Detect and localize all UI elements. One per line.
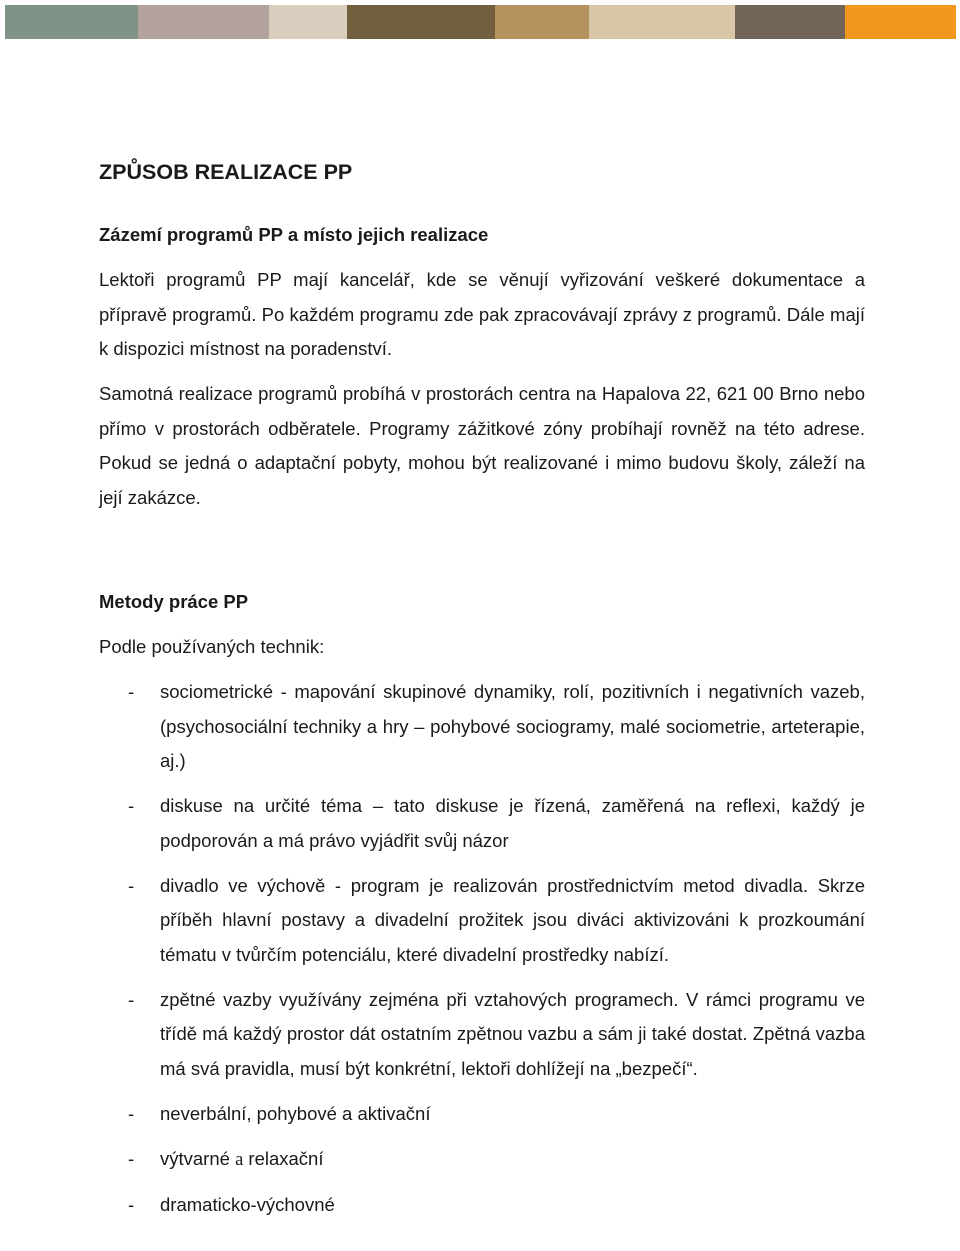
list-dash: -	[128, 795, 135, 816]
list-dash: -	[128, 1193, 135, 1215]
paragraph-location: Samotná realizace programů probíhá v prostorách centra na Hapalova 22, 621 00 Brno nebo přímo v prostorách odběratele. Programy zážitkové zóny probíhají rovněž na této adrese. Pokud se jedná o adaptační pobyty, mohou být realizované i mimo budovu školy, záleží na její zakázce.	[99, 383, 865, 508]
color-segment	[735, 5, 845, 39]
list-item	[99, 675, 865, 779]
list-item-text: neverbální, pohybové a aktivační	[160, 1102, 431, 1124]
list-item-text: sociometrické - mapování skupinové dynamiky, rolí, pozitivních i negativních vazeb, (psychosociální techniky a hry – pohybové sociogramy, malé sociometrie, arteterapie, aj.)	[160, 681, 865, 771]
list-dash: -	[128, 988, 135, 1010]
list-dash: -	[128, 1147, 135, 1169]
list-item-text-part: výtvarné	[160, 1147, 236, 1169]
list-item-text	[160, 1148, 324, 1169]
list-item	[99, 789, 865, 858]
list-item-text-part: relaxační	[243, 1147, 324, 1169]
list-item	[99, 1097, 865, 1132]
paragraph-offices: Lektoři programů PP mají kancelář, kde se věnují vyřizování veškeré dokumentace a přípravě programů. Po každém programu zde pak zpracovávají zprávy z programů. Dále mají k dispozici místnost na poradenství.	[99, 269, 865, 359]
list-item-text: diskuse na určité téma – tato diskuse je řízená, zaměřená na reflexi, každý je podporován a má právo vyjádřit svůj názor	[160, 795, 865, 851]
color-segment	[495, 5, 589, 39]
page-title: ZPŮSOB REALIZACE PP	[99, 160, 353, 184]
methods-list	[99, 675, 865, 1233]
color-segment	[347, 5, 495, 39]
section-heading-methods: Metody práce PP	[99, 591, 249, 612]
list-dash: -	[128, 1102, 135, 1124]
list-item-text: dramaticko-výchovné	[160, 1193, 335, 1215]
color-segment	[138, 5, 269, 39]
methods-intro: Podle používaných technik:	[99, 636, 325, 657]
color-segment	[5, 5, 138, 39]
list-item	[99, 983, 865, 1087]
section-heading-facilities: Zázemí programů PP a místo jejich realizace	[99, 224, 489, 245]
list-dash: -	[128, 681, 135, 702]
color-segment	[589, 5, 735, 39]
header-color-bar	[5, 5, 956, 39]
color-segment	[269, 5, 347, 39]
list-item-text: zpětné vazby využívány zejména při vztahových programech. V rámci programu ve třídě má každý prostor dát ostatním zpětnou vazbu a sám ji také dostat. Zpětná vazba má svá pravidla, musí být konkrétní, lektoři dohlížejí na „bezpečí“.	[160, 988, 865, 1079]
list-item	[99, 1188, 865, 1223]
list-item-text-part: a	[235, 1149, 244, 1170]
list-item-text: divadlo ve výchově - program je realizován prostřednictvím metod divadla. Skrze příběh hlavní postavy a divadelní prožitek jsou diváci aktivizováni k prozkoumání tématu v tvůrčím potenciálu, které divadelní prostředky nabízí.	[160, 874, 865, 965]
color-segment	[845, 5, 956, 39]
list-item	[99, 869, 865, 973]
list-item	[99, 1142, 865, 1178]
list-dash: -	[128, 874, 135, 896]
